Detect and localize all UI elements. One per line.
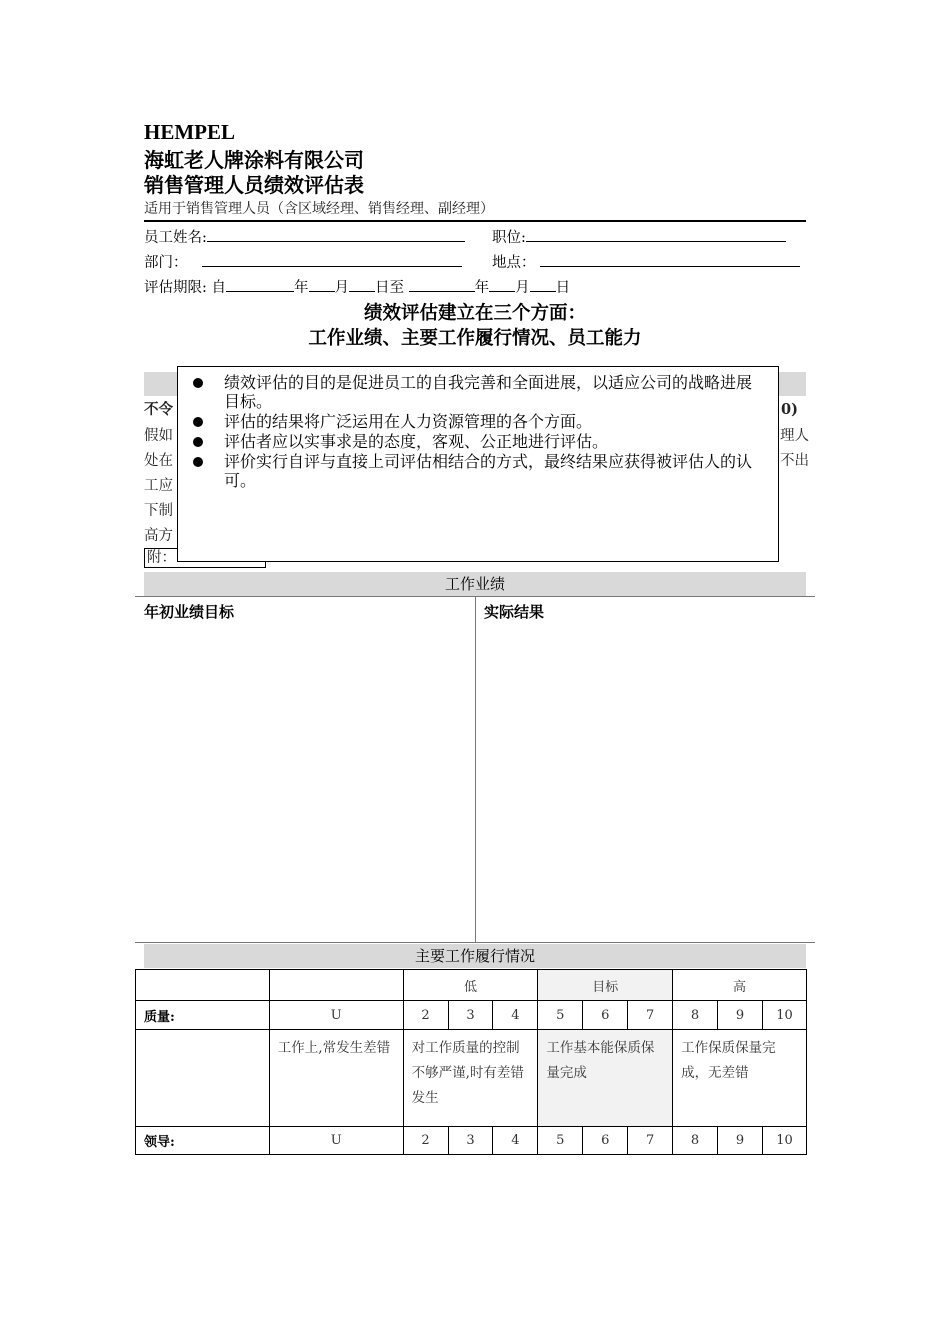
level-header-row xyxy=(136,970,807,1001)
score-cell[interactable]: 4 xyxy=(493,1001,538,1030)
bullet-icon xyxy=(193,437,203,447)
end-year-blank[interactable] xyxy=(409,277,475,292)
score-cell[interactable]: 3 xyxy=(448,1001,493,1030)
headline-line-1: 绩效评估建立在三个方面： xyxy=(363,303,586,324)
score-cell[interactable]: 7 xyxy=(628,1001,673,1030)
duties-section-title: 主要工作履行情况 xyxy=(144,944,806,968)
quality-desc-low: 对工作质量的控制不够严谨,时有差错发生 xyxy=(403,1030,538,1127)
duties-rating-table xyxy=(135,969,807,1155)
hidden-text-1: 不令 xyxy=(144,401,173,418)
location-blank[interactable] xyxy=(540,252,800,267)
hidden-text-5: 下制 xyxy=(144,503,173,519)
empty-cell xyxy=(136,1030,270,1127)
quality-desc-target: 工作基本能保质保量完成 xyxy=(538,1030,673,1127)
score-cell[interactable]: U xyxy=(269,1001,403,1030)
note-item: 评估的结果将广泛运用在人力资源管理的各个方面。 xyxy=(192,412,766,431)
hidden-text-4: 工应 xyxy=(144,478,173,494)
bullet-icon xyxy=(193,378,203,388)
score-cell[interactable]: 4 xyxy=(493,1127,538,1155)
score-cell[interactable]: 2 xyxy=(403,1001,448,1030)
note-item: 评价实行自评与直接上司评估相结合的方式，最终结果应获得被评估人的认可。 xyxy=(192,452,766,490)
location-field xyxy=(492,251,800,272)
hidden-text-right-3: 不出 xyxy=(780,453,809,469)
quality-desc-high: 工作保质保量完成，无差错 xyxy=(673,1030,807,1127)
score-cell[interactable]: 10 xyxy=(762,1001,806,1030)
position-field xyxy=(492,226,786,247)
score-cell[interactable]: 6 xyxy=(583,1127,628,1155)
empty-cell xyxy=(269,970,403,1001)
note-item: 绩效评估的目的是促进员工的自我完善和全面进展，以适应公司的战略进展目标。 xyxy=(192,373,766,411)
company-name: 海虹老人牌涂料有限公司 xyxy=(144,148,364,172)
level-low: 低 xyxy=(403,970,538,1001)
year-label: 年 xyxy=(294,280,309,296)
start-year-blank[interactable] xyxy=(226,277,294,292)
hidden-text-6: 高方 xyxy=(144,528,173,544)
score-cell[interactable]: 8 xyxy=(673,1127,718,1155)
headline-line-2: 工作业绩、主要工作履行情况、员工能力 xyxy=(308,328,642,349)
bullet-icon xyxy=(193,457,203,467)
department-blank[interactable] xyxy=(202,252,462,267)
day-to-label: 日至 xyxy=(375,280,404,296)
hidden-text-right-2: 理人 xyxy=(780,428,809,444)
quality-description-row xyxy=(136,1030,807,1127)
annual-target-input[interactable] xyxy=(144,622,470,940)
score-cell[interactable]: 6 xyxy=(583,1001,628,1030)
bullet-icon xyxy=(193,417,203,427)
empty-cell xyxy=(136,970,270,1001)
score-cell[interactable]: 8 xyxy=(673,1001,718,1030)
month-label: 月 xyxy=(334,280,349,296)
score-cell[interactable]: 2 xyxy=(403,1127,448,1155)
day-label: 日 xyxy=(555,280,571,296)
performance-column-divider xyxy=(475,596,476,942)
period-field xyxy=(144,276,570,297)
note-item: 评估者应以实事求是的态度，客观、公正地进行评估。 xyxy=(192,432,766,451)
hidden-text-2: 假如 xyxy=(144,428,173,444)
hidden-text-right-1: 0) xyxy=(781,401,798,418)
location-label: 地点： xyxy=(492,255,536,271)
level-target: 目标 xyxy=(538,970,673,1001)
quality-desc-u: 工作上,常发生差错 xyxy=(269,1030,403,1127)
employee-name-field xyxy=(144,226,465,247)
header-divider xyxy=(144,220,806,222)
department-field xyxy=(144,251,462,272)
performance-bottom-border xyxy=(135,942,815,943)
score-cell[interactable]: 10 xyxy=(762,1127,806,1155)
quality-label: 质量: xyxy=(136,1001,270,1030)
employee-name-label: 员工姓名: xyxy=(144,230,207,246)
leadership-score-row xyxy=(136,1127,807,1155)
department-label: 部门： xyxy=(144,255,188,271)
form-scope: 适用于销售管理人员（含区域经理、销售经理、副经理） xyxy=(144,201,494,217)
level-high: 高 xyxy=(673,970,807,1001)
notes-box xyxy=(177,366,779,562)
score-cell[interactable]: 5 xyxy=(538,1001,583,1030)
leadership-label: 领导: xyxy=(136,1127,270,1155)
period-label: 评估期限: 自 xyxy=(144,280,226,296)
employee-name-blank[interactable] xyxy=(207,227,465,242)
year-label-2: 年 xyxy=(474,280,490,296)
month-label-2: 月 xyxy=(515,280,530,296)
performance-section-title: 工作业绩 xyxy=(144,572,806,596)
annual-target-header: 年初业绩目标 xyxy=(144,603,235,621)
start-month-blank[interactable] xyxy=(309,277,335,292)
score-cell[interactable]: 7 xyxy=(628,1127,673,1155)
score-cell[interactable]: 9 xyxy=(718,1001,763,1030)
start-day-blank[interactable] xyxy=(349,277,375,292)
attachment-label: 附： xyxy=(147,550,176,566)
actual-result-header: 实际结果 xyxy=(484,603,545,621)
score-cell[interactable]: 3 xyxy=(448,1127,493,1155)
end-day-blank[interactable] xyxy=(530,277,556,292)
quality-score-row xyxy=(136,1001,807,1030)
hidden-text-3: 处在 xyxy=(144,453,173,469)
form-title: 销售管理人员绩效评估表 xyxy=(144,173,364,197)
actual-result-input[interactable] xyxy=(480,622,810,940)
score-cell[interactable]: U xyxy=(269,1127,403,1155)
score-cell[interactable]: 5 xyxy=(538,1127,583,1155)
position-label: 职位: xyxy=(492,230,526,246)
score-cell[interactable]: 9 xyxy=(718,1127,763,1155)
end-month-blank[interactable] xyxy=(489,277,515,292)
brand-name: HEMPEL xyxy=(144,120,236,144)
position-blank[interactable] xyxy=(526,227,786,242)
